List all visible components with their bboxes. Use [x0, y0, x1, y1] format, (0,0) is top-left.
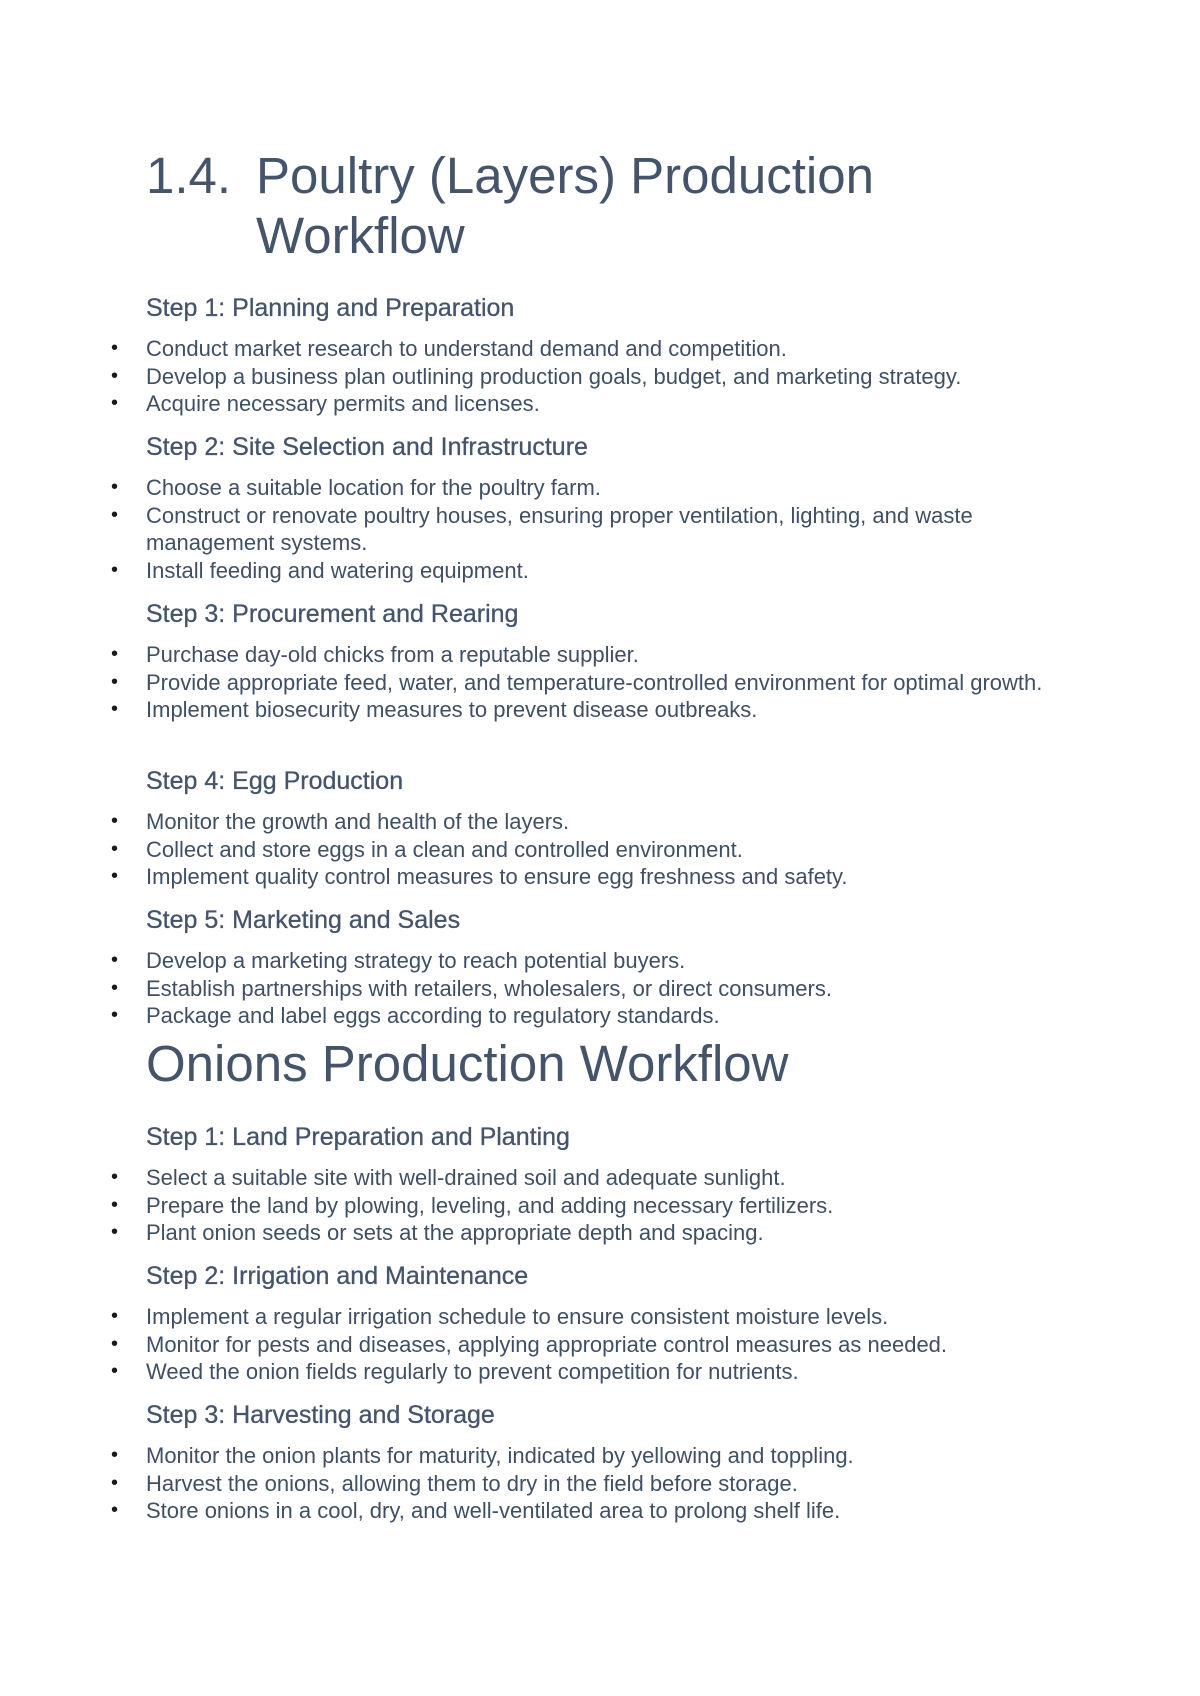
list-item: • Prepare the land by plowing, leveling, and adding necessary fertilizers.	[146, 1192, 1076, 1220]
poultry-step-1	[0, 293, 1200, 418]
list-item: • Package and label eggs according to regulatory standards.	[146, 1002, 1076, 1030]
step-heading: Step 3: Harvesting and Storage	[146, 1401, 495, 1429]
onions-step-2	[0, 1261, 1200, 1386]
step-heading: Step 2: Site Selection and Infrastructure	[146, 433, 588, 461]
step-heading: Step 1: Planning and Preparation	[146, 294, 515, 322]
list-item: • Develop a business plan outlining production goals, budget, and marketing strategy.	[146, 363, 1076, 391]
bullet-list	[0, 808, 1200, 891]
step-heading: Step 1: Land Preparation and Planting	[146, 1123, 570, 1151]
list-item: • Monitor the growth and health of the layers.	[146, 808, 1076, 836]
list-item: • Monitor the onion plants for maturity, indicated by yellowing and toppling.	[146, 1442, 1076, 1470]
list-item: • Provide appropriate feed, water, and temperature-controlled environment for optimal growth.	[146, 669, 1076, 697]
list-item: • Weed the onion fields regularly to prevent competition for nutrients.	[146, 1358, 1076, 1386]
onions-step-3	[0, 1400, 1200, 1525]
list-item: • Acquire necessary permits and licenses.	[146, 390, 1076, 418]
list-item: • Install feeding and watering equipment.	[146, 557, 1076, 585]
list-item: • Establish partnerships with retailers, wholesalers, or direct consumers.	[146, 975, 1076, 1003]
section-number: 1.4.	[146, 147, 232, 204]
poultry-step-3	[0, 599, 1200, 724]
list-item: • Select a suitable site with well-drained soil and adequate sunlight.	[146, 1164, 1076, 1192]
step-heading: Step 5: Marketing and Sales	[146, 906, 461, 934]
list-item: • Store onions in a cool, dry, and well-ventilated area to prolong shelf life.	[146, 1497, 1076, 1525]
list-item: • Implement quality control measures to ensure egg freshness and safety.	[146, 863, 1076, 891]
bullet-list	[0, 641, 1200, 724]
bullet-list	[0, 1303, 1200, 1386]
bullet-list	[0, 947, 1200, 1030]
poultry-section-title	[146, 146, 1096, 266]
bullet-list	[0, 1164, 1200, 1247]
step-heading: Step 3: Procurement and Rearing	[146, 600, 519, 628]
list-item: • Purchase day-old chicks from a reputable supplier.	[146, 641, 1076, 669]
list-item: • Plant onion seeds or sets at the appropriate depth and spacing.	[146, 1219, 1076, 1247]
poultry-step-5	[0, 905, 1200, 1030]
step-heading: Step 4: Egg Production	[146, 767, 404, 795]
list-item: • Monitor for pests and diseases, applying appropriate control measures as needed.	[146, 1331, 1076, 1359]
list-item: • Implement biosecurity measures to prevent disease outbreaks.	[146, 696, 1076, 724]
section-title-text: Poultry (Layers) Production Workflow	[256, 147, 874, 264]
bullet-list	[0, 474, 1200, 584]
onions-step-1	[0, 1122, 1200, 1247]
step-heading: Step 2: Irrigation and Maintenance	[146, 1262, 529, 1290]
list-item: • Collect and store eggs in a clean and controlled environment.	[146, 836, 1076, 864]
list-item: • Implement a regular irrigation schedule to ensure consistent moisture levels.	[146, 1303, 1076, 1331]
bullet-list	[0, 335, 1200, 418]
poultry-step-4	[0, 766, 1200, 891]
list-item: • Choose a suitable location for the poultry farm.	[146, 474, 1076, 502]
list-item: • Harvest the onions, allowing them to dry in the field before storage.	[146, 1470, 1076, 1498]
bullet-list	[0, 1442, 1200, 1525]
list-item: • Construct or renovate poultry houses, ensuring proper ventilation, lighting, and waste management systems.	[146, 502, 1076, 557]
list-item: • Develop a marketing strategy to reach potential buyers.	[146, 947, 1076, 975]
list-item: • Conduct market research to understand demand and competition.	[146, 335, 1076, 363]
onions-section-title: Onions Production Workflow	[146, 1035, 789, 1092]
poultry-step-2	[0, 432, 1200, 584]
